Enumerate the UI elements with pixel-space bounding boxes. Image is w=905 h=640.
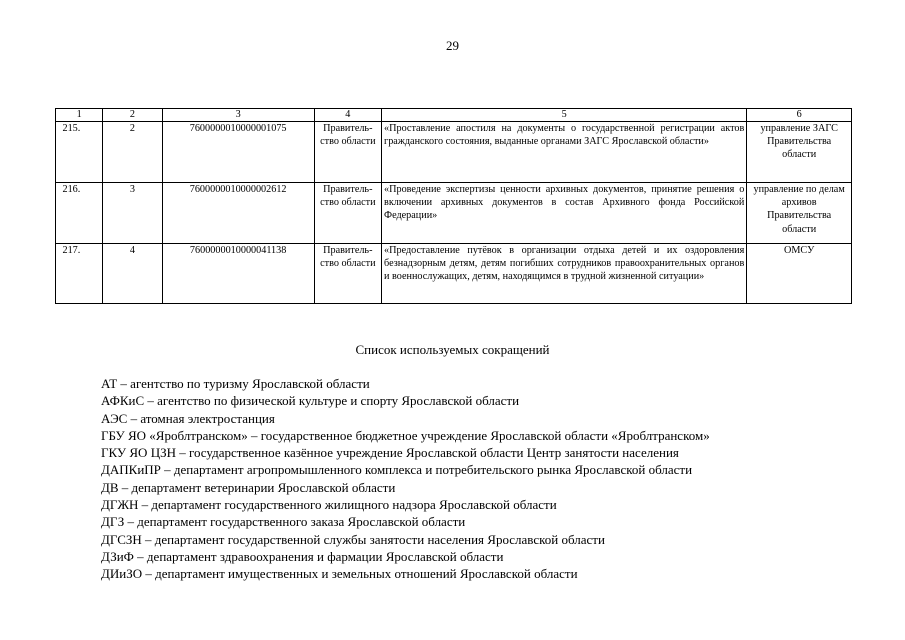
- abbreviation-item: ДАПКиПР – департамент агропромышленного комплекса и потребительского рынка Ярославской области: [101, 462, 693, 478]
- row-number: 217.: [56, 244, 103, 304]
- row-number: 216.: [56, 183, 103, 244]
- service-description: «Предоставление путёвок в организации отдыха детей и их оздоровления безнадзорным детям, детям погибших сотрудников правоохранительных органов и военнослужащих, детям, находящимся в трудной жизненной ситуации»: [382, 244, 747, 304]
- row-subnumber: 3: [103, 183, 162, 244]
- table-row: [56, 183, 852, 244]
- column-header: 2: [103, 109, 162, 122]
- service-code: 7600000010000001075: [162, 122, 314, 183]
- row-subnumber: 4: [103, 244, 162, 304]
- service-code: 7600000010000002612: [162, 183, 314, 244]
- abbreviations-list: [101, 375, 861, 583]
- page-number: 29: [446, 38, 459, 53]
- service-description: «Проставление апостиля на документы о государственной регистрации актов гражданского состояния, выданные органами ЗАГС Ярославской области»: [382, 122, 747, 183]
- service-owner: Правитель-ство области: [314, 244, 381, 304]
- column-header: 3: [162, 109, 314, 122]
- service-owner: Правитель-ство области: [314, 122, 381, 183]
- abbreviation-item: ДГЖН – департамент государственного жилищного надзора Ярославской области: [101, 497, 557, 513]
- abbreviation-item: ДВ – департамент ветеринарии Ярославской области: [101, 479, 396, 495]
- abbreviation-item: ДГЗ – департамент государственного заказа Ярославской области: [101, 514, 466, 530]
- table-row: [56, 122, 852, 183]
- abbreviation-item: АФКиС – агентство по физической культуре и спорту Ярославской области: [101, 393, 520, 409]
- column-header: 1: [56, 109, 103, 122]
- service-executor: управление по делам архивов Правительства области: [747, 183, 852, 244]
- row-subnumber: 2: [103, 122, 162, 183]
- row-number: 215.: [56, 122, 103, 183]
- abbreviation-item: ГКУ ЯО ЦЗН – государственное казённое учреждение Ярославской области Центр занятости населения: [101, 445, 679, 461]
- abbreviation-item: ДИиЗО – департамент имущественных и земельных отношений Ярославской области: [101, 566, 578, 582]
- abbreviation-item: ДЗиФ – департамент здравоохранения и фармации Ярославской области: [101, 548, 504, 564]
- service-description: «Проведение экспертизы ценности архивных документов, принятие решения о включении архивных документов в состав Архивного фонда Российской Федерации»: [382, 183, 747, 244]
- service-executor: управление ЗАГС Правительства области: [747, 122, 852, 183]
- abbreviation-item: ДГСЗН – департамент государственной службы занятости населения Ярославской области: [101, 531, 605, 547]
- table-header-row: [56, 109, 852, 122]
- service-executor: ОМСУ: [747, 244, 852, 304]
- services-table: [55, 108, 852, 304]
- column-header: 6: [747, 109, 852, 122]
- abbreviation-item: АТ – агентство по туризму Ярославской области: [101, 376, 370, 391]
- table-row: [56, 244, 852, 304]
- abbreviation-item: ГБУ ЯО «Яроблтранском» – государственное бюджетное учреждение Ярославской области «Яроблтранском»: [101, 427, 710, 443]
- abbreviation-item: АЭС – атомная электростанция: [101, 410, 275, 426]
- abbreviations-title: Список используемых сокращений: [355, 342, 550, 357]
- service-owner: Правитель-ство области: [314, 183, 381, 244]
- column-header: 5: [382, 109, 747, 122]
- service-code: 7600000010000041138: [162, 244, 314, 304]
- column-header: 4: [314, 109, 381, 122]
